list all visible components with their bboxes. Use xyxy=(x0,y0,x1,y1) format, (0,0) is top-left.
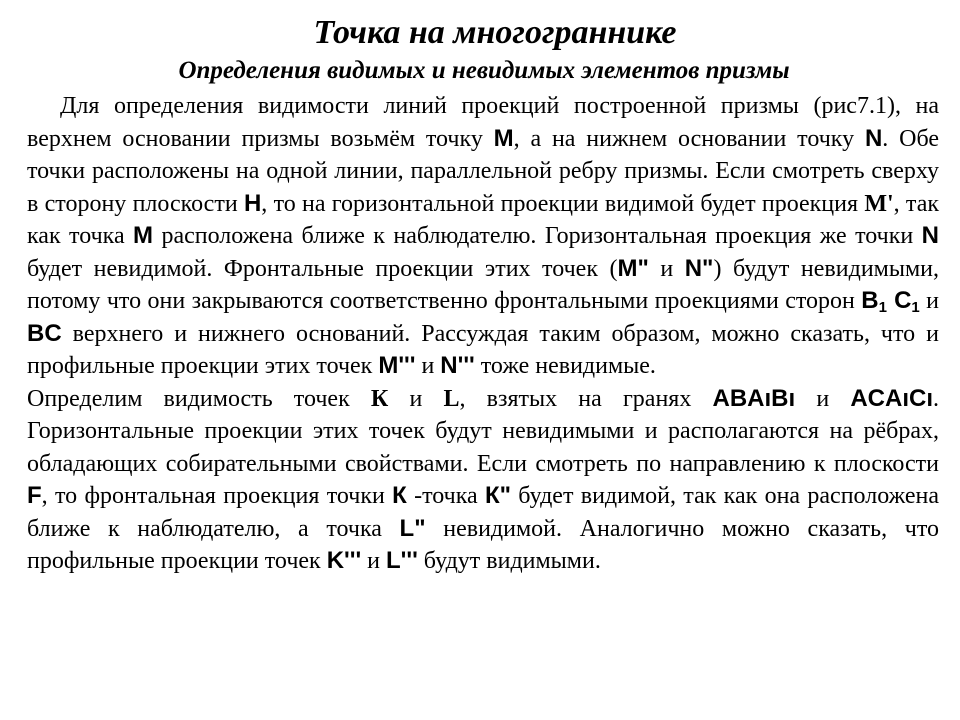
text: -точка xyxy=(406,483,485,509)
point-label: К xyxy=(392,482,407,509)
text: . Обе точки расположены на одной линии, параллельной ребру призмы. Если смотреть сверху в сторону плоскости xyxy=(27,125,939,217)
point-label: К xyxy=(370,385,389,412)
point-label: M' xyxy=(864,190,894,217)
text: , то фронтальная проекция точки xyxy=(41,483,393,509)
text: ) будут невидимыми, потому что они закрываются соответственно фронтальными проекциями сторон xyxy=(27,255,939,314)
side-letter: C xyxy=(886,287,912,314)
point-label: N xyxy=(864,124,883,152)
text: и xyxy=(648,255,685,282)
text: Определим видимость точек xyxy=(27,385,371,412)
slide-subtitle: Определения видимых и невидимых элементов призмы xyxy=(178,57,790,84)
face-label: ACAıCı xyxy=(850,384,934,412)
side-letter: B xyxy=(861,287,879,314)
text: . Горизонтальные проекции этих точек будут невидимыми и располагаются на рёбрах, обладающих собирательными свойствами. Если смотреть по направлению к плоскости xyxy=(27,385,940,477)
paragraph-1 xyxy=(27,90,939,383)
face-label: ABAıBı xyxy=(712,384,796,412)
side-label: BC xyxy=(27,319,62,347)
text: , взятых на гранях xyxy=(459,385,713,412)
point-label: M xyxy=(133,222,154,249)
point-label: L''' xyxy=(386,547,418,574)
point-label: К" xyxy=(484,482,511,509)
point-label: N xyxy=(921,222,939,249)
point-label: K''' xyxy=(326,547,362,574)
paragraph-2 xyxy=(27,383,939,578)
point-label: M xyxy=(493,124,514,152)
text: и xyxy=(415,353,441,379)
text: будет невидимой. Фронтальные проекции этих точек ( xyxy=(27,255,618,282)
text: и xyxy=(795,385,851,412)
text: , то на горизонтальной проекции видимой будет проекция xyxy=(261,190,865,217)
text: и xyxy=(388,385,444,412)
text: , так как точка xyxy=(27,190,940,249)
plane-label: H xyxy=(243,189,262,217)
text: невидимой. Аналогично можно сказать, что профильные проекции точек xyxy=(27,515,939,574)
text: и xyxy=(919,288,940,314)
point-label: N''' xyxy=(440,352,475,379)
text: будут видимыми. xyxy=(417,548,601,574)
point-label: N" xyxy=(684,254,714,282)
point-label: L xyxy=(443,385,460,412)
text: и xyxy=(361,548,386,574)
body-text xyxy=(27,90,939,578)
slide-title: Точка на многограннике xyxy=(313,14,677,51)
side-label xyxy=(861,287,919,314)
subscript: 1 xyxy=(878,299,887,316)
text: верхнего и нижнего оснований. Рассуждая таким образом, можно сказать, что и профильные проекции этих точек xyxy=(27,320,939,379)
plane-label: F xyxy=(27,482,42,509)
text: Для определения видимости линий проекций построенной призмы (рис7.1), на верхнем основании призмы возьмём точку xyxy=(27,93,939,152)
point-label: M" xyxy=(617,254,649,282)
text: , а на нижнем основании точку xyxy=(513,125,865,152)
text: расположена ближе к наблюдателю. Горизонтальная проекция же точки xyxy=(153,223,922,249)
point-label: L" xyxy=(399,514,426,542)
text: тоже невидимые. xyxy=(474,353,656,379)
subscript: 1 xyxy=(911,299,920,316)
point-label: M''' xyxy=(378,352,416,379)
text: будет видимой, так как она расположена ближе к наблюдателю, а точка xyxy=(27,483,940,542)
